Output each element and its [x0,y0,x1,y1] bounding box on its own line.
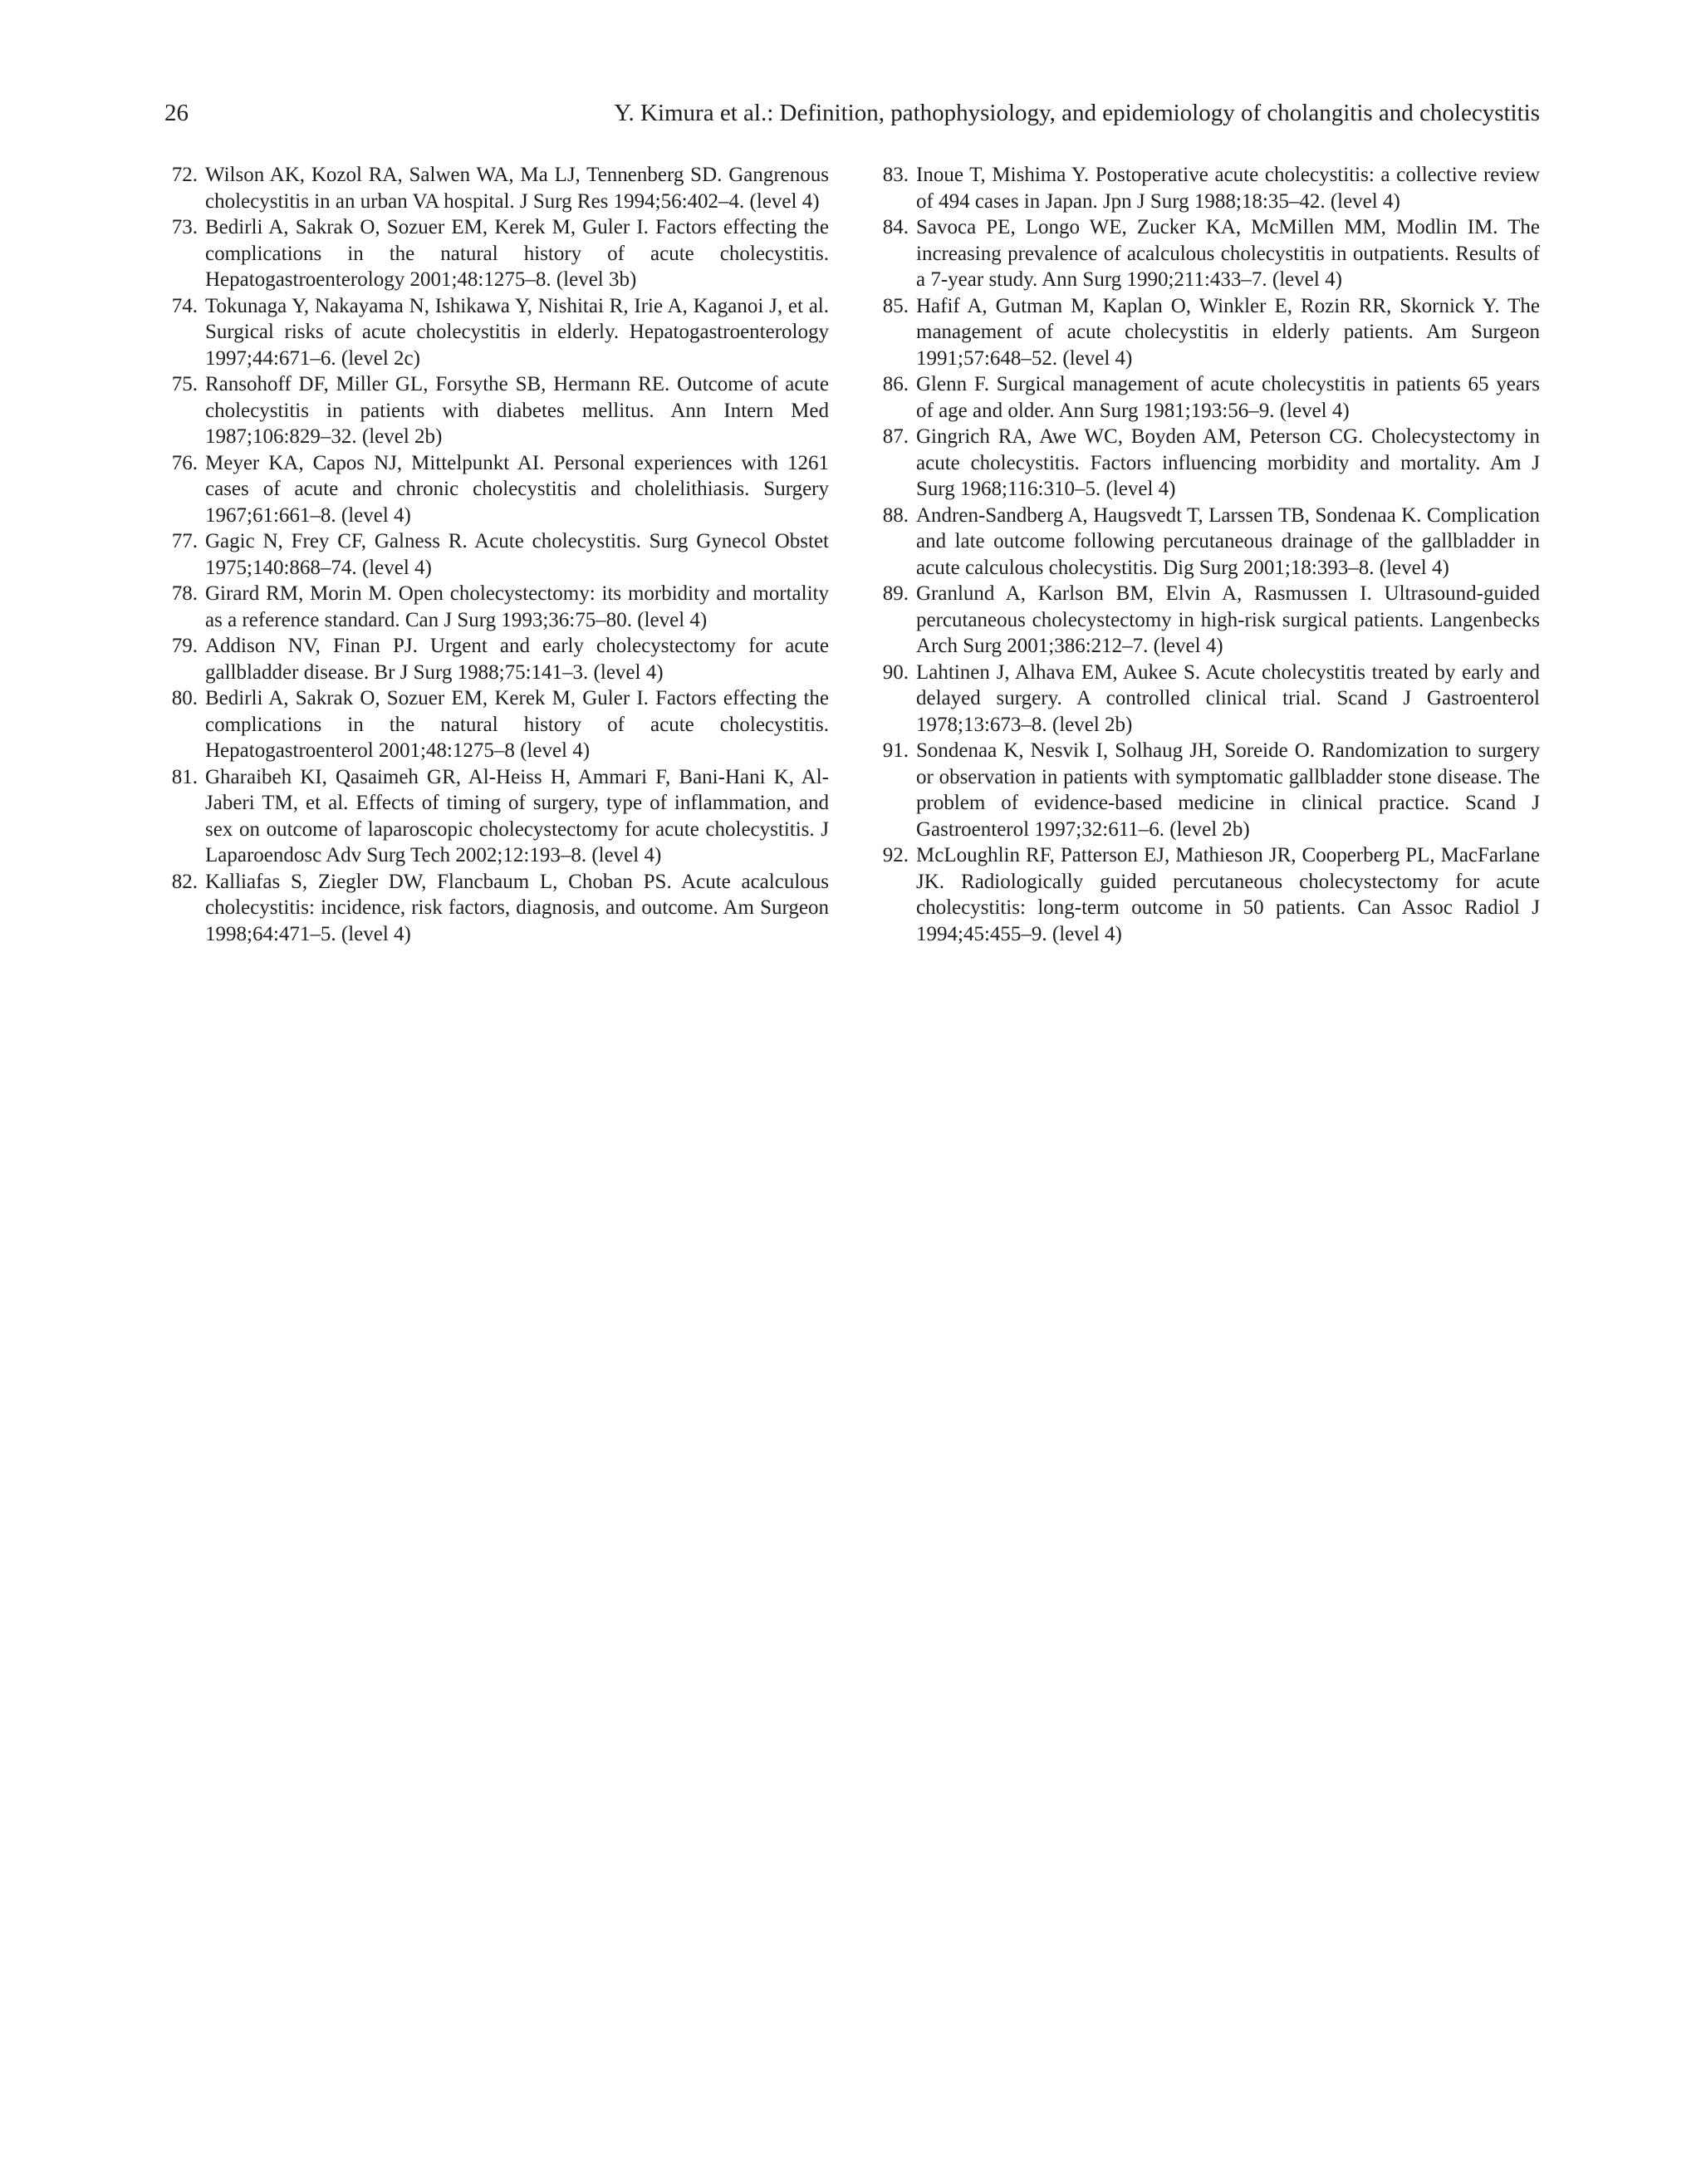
reference-text: Andren-Sandberg A, Haugsvedt T, Larssen TB, Sondenaa K. Complication and late outcome following percutaneous drainage of the gallbladder in acute calculous cholecystitis. Dig Surg 2001;18:393–8. (level 4) [916,503,1540,579]
reference-number: 82. [171,870,198,893]
reference-text: Bedirli A, Sakrak O, Sozuer EM, Kerek M, Guler I. Factors effecting the complications in the natural history of acute cholecystitis. Hepatogastroenterology 2001;48:1275–8. (level 3b) [205,216,829,291]
reference-text: Tokunaga Y, Nakayama N, Ishikawa Y, Nishitai R, Irie A, Kaganoi J, et al. Surgical risks of acute cholecystitis in elderly. Hepatogastroenterology 1997;44:671–6. (level 2c) [205,294,829,370]
reference-text: Bedirli A, Sakrak O, Sozuer EM, Kerek M, Guler I. Factors effecting the complications in the natural history of acute cholecystitis. Hepatogastroenterol 2001;48:1275–8 (level 4) [205,687,829,762]
reference-text: Kalliafas S, Ziegler DW, Flancbaum L, Choban PS. Acute acalculous cholecystitis: incidence, risk factors, diagnosis, and outcome. Am Surgeon 1998;64:471–5. (level 4) [205,870,829,945]
reference-number: 89. [882,582,909,605]
reference-item [164,633,829,685]
reference-text: Glenn F. Surgical management of acute cholecystitis in patients 65 years of age and older. Ann Surg 1981;193:56–9. (level 4) [916,373,1540,422]
reference-text: Granlund A, Karlson BM, Elvin A, Rasmussen I. Ultrasound-guided percutaneous cholecystectomy in high-risk surgical patients. Langenbecks Arch Surg 2001;386:212–7. (level 4) [916,582,1540,657]
reference-item [164,528,829,581]
reference-text: Addison NV, Finan PJ. Urgent and early cholecystectomy for acute gallbladder disease. Br J Surg 1988;75:141–3. (level 4) [205,635,829,684]
reference-number: 81. [171,765,198,788]
reference-number: 83. [882,164,909,186]
reference-number: 76. [171,451,198,474]
running-title: Y. Kimura et al.: Definition, pathophysiology, and epidemiology of cholangitis and cholecystitis [614,100,1540,126]
reference-number: 80. [171,687,198,709]
reference-text: Lahtinen J, Alhava EM, Aukee S. Acute cholecystitis treated by early and delayed surgery. A controlled clinical trial. Scand J Gastroenterol 1978;13:673–8. (level 2b) [916,660,1540,736]
page-header [164,93,1540,133]
reference-number: 74. [171,294,198,317]
reference-item [875,293,1540,372]
references-left-column [164,162,829,947]
reference-text: Girard RM, Morin M. Open cholecystectomy: its morbidity and mortality as a reference standard. Can J Surg 1993;36:75–80. (level 4) [205,582,829,631]
reference-item [875,214,1540,293]
reference-item [164,685,829,764]
reference-text: Hafif A, Gutman M, Kaplan O, Winkler E, Rozin RR, Skornick Y. The management of acute cholecystitis in elderly patients. Am Surgeon 1991;57:648–52. (level 4) [916,294,1540,370]
reference-number: 85. [882,294,909,317]
reference-number: 75. [171,373,198,395]
reference-item [875,738,1540,842]
reference-number: 91. [882,739,909,762]
reference-item [164,214,829,293]
reference-item [875,842,1540,947]
reference-item [875,581,1540,660]
references-right-column [875,162,1540,947]
reference-number: 73. [171,216,198,238]
reference-number: 86. [882,373,909,395]
reference-number: 88. [882,503,909,527]
reference-text: Gagic N, Frey CF, Galness R. Acute cholecystitis. Surg Gynecol Obstet 1975;140:868–74. (level 4) [205,530,829,579]
reference-number: 90. [882,660,909,684]
reference-item [875,371,1540,424]
reference-item [875,660,1540,739]
reference-text: Sondenaa K, Nesvik I, Solhaug JH, Soreide O. Randomization to surgery or observation in patients with symptomatic gallbladder stone disease. The problem of evidence-based medicine in clinical practice. Scand J Gastroenterol 1997;32:611–6. (level 2b) [916,739,1540,841]
reference-text: Wilson AK, Kozol RA, Salwen WA, Ma LJ, Tennenberg SD. Gangrenous cholecystitis in an urban VA hospital. J Surg Res 1994;56:402–4. (level 4) [205,164,829,213]
reference-number: 84. [882,216,909,238]
reference-item [164,371,829,450]
reference-item [164,450,829,529]
reference-item [164,581,829,633]
reference-item [875,424,1540,503]
reference-item [164,162,829,214]
reference-text: Savoca PE, Longo WE, Zucker KA, McMillen MM, Modlin IM. The increasing prevalence of acalculous cholecystitis in outpatients. Results of a 7-year study. Ann Surg 1990;211:433–7. (level 4) [916,216,1540,291]
reference-number: 92. [882,844,909,866]
reference-number: 78. [171,582,198,605]
reference-text: Gharaibeh KI, Qasaimeh GR, Al-Heiss H, Ammari F, Bani-Hani K, Al-Jaberi TM, et al. Effects of timing of surgery, type of inflammation, and sex on outcome of laparoscopic cholecystectomy for acute cholecystitis. J Laparoendosc Adv Surg Tech 2002;12:193–8. (level 4) [205,765,829,866]
reference-item [164,764,829,869]
reference-item [164,869,829,948]
reference-number: 72. [171,164,198,186]
reference-item [875,503,1540,582]
reference-item [164,293,829,372]
reference-text: Gingrich RA, Awe WC, Boyden AM, Peterson CG. Cholecystectomy in acute cholecystitis. Factors influencing morbidity and mortality. Am J Surg 1968;116:310–5. (level 4) [916,425,1540,500]
reference-text: Meyer KA, Capos NJ, Mittelpunkt AI. Personal experiences with 1261 cases of acute and chronic cholecystitis and cholelithiasis. Surgery 1967;61:661–8. (level 4) [205,451,829,527]
reference-number: 79. [171,635,198,657]
reference-number: 87. [882,425,909,448]
reference-text: Ransohoff DF, Miller GL, Forsythe SB, Hermann RE. Outcome of acute cholecystitis in patients with diabetes mellitus. Ann Intern Med 1987;106:829–32. (level 2b) [205,373,829,448]
reference-text: McLoughlin RF, Patterson EJ, Mathieson JR, Cooperberg PL, MacFarlane JK. Radiologically guided percutaneous cholecystectomy for acute cholecystitis: long-term outcome in 50 patients. Can Assoc Radiol J 1994;45:455–9. (level 4) [916,844,1540,945]
reference-item [875,162,1540,214]
reference-text: Inoue T, Mishima Y. Postoperative acute cholecystitis: a collective review of 494 cases in Japan. Jpn J Surg 1988;18:35–42. (level 4) [916,164,1540,213]
reference-number: 77. [171,530,198,552]
page-number: 26 [164,100,189,126]
